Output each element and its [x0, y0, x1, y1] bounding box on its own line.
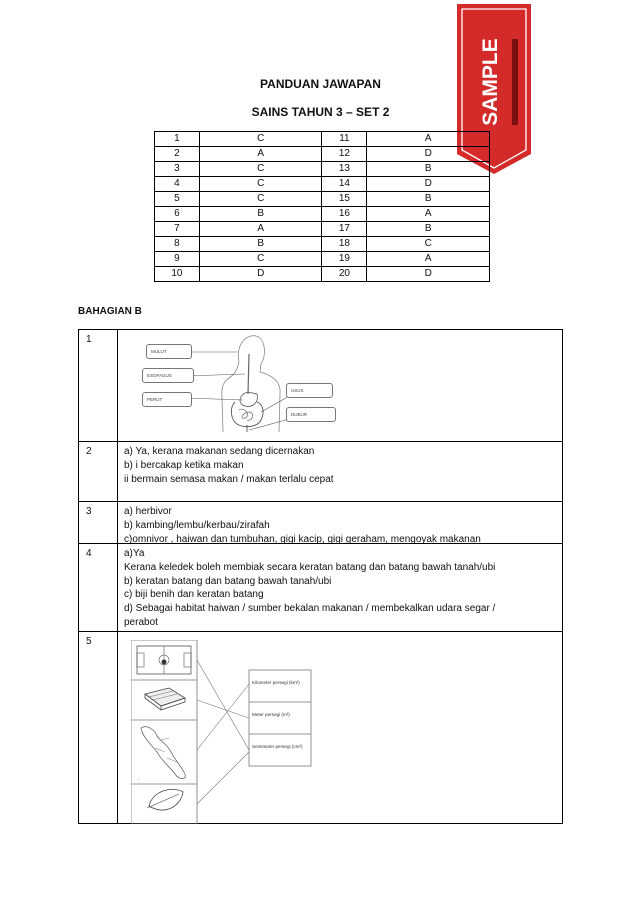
answer-cell: B: [367, 222, 490, 237]
question-number-cell: 2: [155, 147, 200, 162]
answer-cell: C: [199, 192, 322, 207]
answer-cell: A: [367, 132, 490, 147]
question-number-cell: 14: [322, 177, 367, 192]
answer-cell: B: [199, 237, 322, 252]
question-2: [78, 441, 563, 502]
answer-row: [155, 222, 490, 237]
question-number: 5: [86, 636, 92, 647]
question-number-cell: 19: [322, 252, 367, 267]
answer-row: [155, 237, 490, 252]
question-3: [78, 501, 563, 544]
answer-line: b) kambing/lembu/kerbau/zirafah: [124, 519, 270, 531]
question-1: [78, 329, 563, 442]
answer-line: a)Ya: [124, 548, 145, 559]
answer-line: b) i bercakap ketika makan: [124, 459, 244, 471]
label-mulut: MULUT: [146, 344, 192, 359]
map-icon: [137, 727, 185, 781]
label-usus: USUS: [286, 383, 333, 398]
question-number: 3: [86, 506, 92, 517]
question-number: 2: [86, 446, 92, 457]
answer-cell: C: [199, 177, 322, 192]
question-number-cell: 20: [322, 267, 367, 282]
answer-row: [155, 147, 490, 162]
answer-line: Kerana keledek boleh membiak secara keratan batang dan batang bawah tanah/ubi: [124, 561, 496, 573]
answer-row: [155, 252, 490, 267]
book-icon: [145, 688, 185, 710]
answer-line: a) Ya, kerana makanan sedang dicernakan: [124, 446, 315, 457]
question-number-cell: 16: [322, 207, 367, 222]
matching-diagram: [131, 640, 321, 824]
question-number-cell: 9: [155, 252, 200, 267]
section-heading: BAHAGIAN B: [78, 306, 142, 317]
answer-cell: D: [199, 267, 322, 282]
answer-line: a) herbivor: [124, 506, 172, 517]
answer-cell: A: [199, 222, 322, 237]
unit-m2: Meter persegi (m²): [252, 712, 290, 717]
question-number-cell: 1: [155, 132, 200, 147]
question-number-cell: 15: [322, 192, 367, 207]
answer-cell: A: [367, 207, 490, 222]
football-field-icon: [137, 646, 191, 674]
answer-table: [154, 131, 490, 282]
page-subtitle: SAINS TAHUN 3 – SET 2: [251, 105, 390, 119]
answer-cell: A: [367, 252, 490, 267]
answer-line: ii bermain semasa makan / makan terlalu cepat: [124, 473, 334, 485]
answer-cell: C: [367, 237, 490, 252]
question-4: [78, 543, 563, 632]
answer-line: c) biji benih dan keratan batang: [124, 589, 264, 601]
answer-row: [155, 162, 490, 177]
answer-cell: B: [367, 162, 490, 177]
question-number-cell: 11: [322, 132, 367, 147]
leaf-icon: [147, 789, 183, 810]
answer-cell: D: [367, 177, 490, 192]
question-number-cell: 4: [155, 177, 200, 192]
question-number-cell: 3: [155, 162, 200, 177]
question-number-cell: 7: [155, 222, 200, 237]
question-number-cell: 8: [155, 237, 200, 252]
question-number-cell: 10: [155, 267, 200, 282]
answer-cell: D: [367, 147, 490, 162]
unit-cm2: Sentimeter persegi (cm²): [252, 744, 303, 749]
question-number-cell: 5: [155, 192, 200, 207]
answer-row: [155, 177, 490, 192]
answer-cell: B: [367, 192, 490, 207]
answer-cell: D: [367, 267, 490, 282]
answer-row: [155, 207, 490, 222]
question-5: [78, 631, 563, 824]
question-number: 4: [86, 548, 92, 559]
unit-km2: Kilometer persegi (km²): [252, 680, 300, 685]
label-esofagus: ESOFAGUS: [142, 368, 194, 383]
answer-line: c)omnivor , haiwan dan tumbuhan, gigi kacip, gigi geraham, mengoyak makanan: [124, 533, 481, 545]
page-title: PANDUAN JAWAPAN: [260, 77, 381, 91]
question-number-cell: 13: [322, 162, 367, 177]
label-perut: PERUT: [142, 392, 192, 407]
answer-cell: B: [199, 207, 322, 222]
question-number-cell: 17: [322, 222, 367, 237]
answer-cell: C: [199, 252, 322, 267]
question-number-cell: 18: [322, 237, 367, 252]
question-number-cell: 6: [155, 207, 200, 222]
answer-line: b) keratan batang dan batang bawah tanah/ubi: [124, 575, 332, 587]
answer-line: perabot: [124, 616, 158, 628]
stamp-text: SAMPLE: [479, 38, 502, 126]
answer-line: d) Sebagai habitat haiwan / sumber bekalan makanan / membekalkan udara segar /: [124, 603, 496, 615]
question-number-cell: 12: [322, 147, 367, 162]
answer-row: [155, 132, 490, 147]
answer-cell: C: [199, 162, 322, 177]
answer-row: [155, 267, 490, 282]
svg-text:—: —: [137, 777, 140, 781]
question-number: 1: [86, 334, 92, 345]
label-dubur: DUBUR: [286, 407, 336, 422]
answer-cell: A: [199, 147, 322, 162]
answer-row: [155, 192, 490, 207]
answer-cell: C: [199, 132, 322, 147]
